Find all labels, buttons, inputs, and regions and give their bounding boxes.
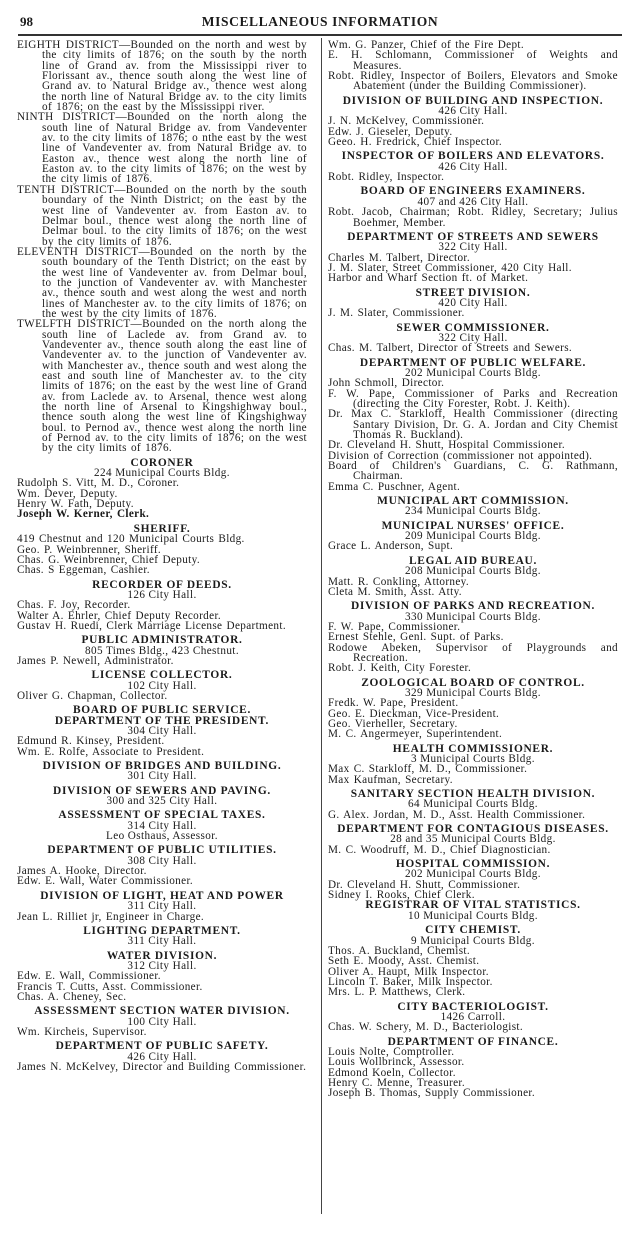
entry-text: Robt. J. Keith, City Forester. bbox=[328, 662, 472, 675]
section-heading: PUBLIC ADMINISTRATOR. bbox=[81, 634, 243, 647]
section-address: 1426 Carroll. bbox=[440, 1010, 506, 1023]
entry-text: Thos. A. Buckland, Chemist. bbox=[328, 944, 471, 957]
entry-text: Dr. Max C. Starkloff, Health Commissioner (directing Santary Division, Dr. G. A. Jordan and City Chemist Thomas R. Buckland). bbox=[328, 408, 618, 442]
section-address: 202 Municipal Courts Bldg. bbox=[405, 366, 541, 379]
entry-text: Sidney I. Rooks, Chief Clerk. bbox=[328, 889, 475, 902]
entry-text: TWELFTH DISTRICT—Bounded on the north along the south line of Laclede av. from Grand av. to Vandeventer av., thence south along the east line of Vandeventer av. to the junction of Vandeventer av. with Manchester av., thence south and west along the east and south line of Manchester av. to the city limits of 1876; on the east by the west line of Grand av. from Laclede av. to Arsenal, thence west along the north line of Arsenal to Kingshighway boul., thence south along the west line of Kingshighway boul. to Pernod av., thence west along the north line of Pernod av. to the city limits of 1876; on the west by the city limits of 1876. bbox=[17, 318, 307, 455]
section-address: 322 City Hall. bbox=[438, 331, 508, 344]
entry-text: Jean L. Rilliet jr, Engineer in Charge. bbox=[17, 910, 205, 923]
entry-text: Seth E. Moody, Asst. Chemist. bbox=[328, 955, 480, 968]
section-heading: HOSPITAL COMMISSION. bbox=[395, 858, 551, 871]
section-heading: LEGAL AID BUREAU. bbox=[408, 554, 538, 567]
entry-text: Cleta M. Smith, Asst. Atty. bbox=[328, 585, 462, 598]
entry-text: Joseph W. Kerner, Clerk. bbox=[17, 508, 150, 521]
entry-text: J. M. Slater, Commissioner. bbox=[328, 307, 465, 320]
section-heading: LIGHTING DEPARTMENT. bbox=[83, 924, 241, 937]
entry-text: EIGHTH DISTRICT—Bounded on the north and west by the city limits of 1876; on the south by the north line of Grand av. from the Mississippi river to Florissant av., thence south along the west line of Grand av. to Natural Bridge av., thence west along the north line of Natural Bridge av. to the city limits of 1876; on the east by the Mississippi river. bbox=[17, 39, 307, 114]
entry-text: Charles M. Talbert, Director. bbox=[328, 251, 471, 264]
section-address: 420 City Hall. bbox=[438, 296, 508, 309]
entry-text: Geo. P. Weinbrenner, Sheriff. bbox=[17, 543, 162, 556]
entry-text: Chas. M. Talbert, Director of Streets and Sewers. bbox=[328, 342, 573, 355]
left-column bbox=[17, 40, 307, 1072]
section-address: 426 City Hall. bbox=[127, 1050, 197, 1063]
section-address: 426 City Hall. bbox=[438, 160, 508, 173]
entry-text: Chas. F. Joy, Recorder. bbox=[17, 599, 131, 612]
entry-text: 419 Chestnut and 120 Municipal Courts Bldg. bbox=[17, 533, 245, 546]
section-address: 426 City Hall. bbox=[438, 105, 508, 118]
section-address: 3 Municipal Courts Bldg. bbox=[411, 753, 535, 765]
entry-text: TENTH DISTRICT—Bounded on the north by the south boundary of the Ninth District; on the east by the west line of Vandeventer av. from Easton av. to Delmar boul., thence west along the north line of Delmar boul. to the city limits of 1876; on the west by the city limits of 1876. bbox=[17, 183, 307, 248]
section-heading: ASSESSMENT SECTION WATER DIVISION. bbox=[34, 1005, 290, 1018]
section-heading: STREET DIVISION. bbox=[415, 286, 531, 299]
section-heading: SANITARY SECTION HEALTH DIVISION. bbox=[350, 788, 596, 801]
entry-text: Lincoln T. Baker, Milk Inspector. bbox=[328, 975, 493, 988]
entry-text: Robt. Ridley, Inspector of Boilers, Elevators and Smoke Abatement (under the Building Commissioner). bbox=[328, 70, 618, 93]
entry-text: Geeo. H. Fredrick, Chief Inspector. bbox=[328, 136, 503, 149]
entry-text: J. N. McKelvey, Commissioner. bbox=[328, 115, 485, 128]
entry-text: Robt. Ridley, Inspector. bbox=[328, 171, 445, 184]
entry-text: Edw. E. Wall, Water Commissioner. bbox=[17, 875, 194, 888]
entry-text: Henry W. Fath, Deputy. bbox=[17, 498, 134, 511]
section-address: 301 City Hall. bbox=[127, 770, 197, 783]
entry-text: Chas. G. Weinbrenner, Chief Deputy. bbox=[17, 553, 200, 566]
section-heading: REGISTRAR OF VITAL STATISTICS. bbox=[365, 899, 581, 912]
entry-text: F. W. Pape, Commissioner of Parks and Recreation (directing the City Forester, Robt. J. Keith). bbox=[328, 387, 618, 410]
entry-text: Gustav H. Ruedi, Clerk Marriage License Department. bbox=[17, 619, 286, 632]
section-address: 209 Municipal Courts Bldg. bbox=[405, 530, 541, 543]
entry-text: M. C. Woodruff, M. D., Chief Diagnostician. bbox=[328, 843, 551, 856]
entry-text: ELEVENTH DISTRICT—Bounded on the north by the south boundary of the Tenth District; on the east by the west line of Vandeventer av. from Delmar boul, to the junction of Vandeventer av. with Manchester av., thence south and west along the west and north lines of Manchester av. to the city limits of 1876; on the west by the city limits of 1876. bbox=[17, 245, 307, 320]
section-heading: CITY CHEMIST. bbox=[425, 924, 521, 937]
section-heading: DIVISION OF PARKS AND RECREATION. bbox=[350, 600, 596, 613]
section-heading: ZOOLOGICAL BOARD OF CONTROL. bbox=[361, 676, 585, 689]
entry-text: Edw. J. Gieseler, Deputy. bbox=[328, 125, 453, 138]
section-heading: DEPARTMENT OF PUBLIC WELFARE. bbox=[359, 356, 587, 369]
page-title: MISCELLANEOUS INFORMATION bbox=[201, 14, 439, 29]
section-address: 10 Municipal Courts Bldg. bbox=[408, 909, 538, 922]
entry-text: Rodowe Abeken, Supervisor of Playgrounds and Recreation. bbox=[328, 641, 618, 664]
entry-text: Louis Wollbrinck, Assessor. bbox=[328, 1056, 465, 1069]
entry-text: James A. Hooke, Director. bbox=[17, 865, 147, 878]
section-address: 208 Municipal Courts Bldg. bbox=[405, 565, 541, 578]
section-address: 224 Municipal Courts Bldg. bbox=[94, 467, 230, 480]
entry-text: Robt. Jacob, Chairman; Robt. Ridley, Secretary; Julius Boehmer, Member. bbox=[328, 206, 618, 229]
section-address: 407 and 426 City Hall. bbox=[417, 195, 529, 208]
entry-text: John Schmoll, Director. bbox=[328, 377, 445, 390]
entry-text: Chas. W. Schery, M. D., Bacteriologist. bbox=[328, 1021, 524, 1034]
right-column bbox=[328, 40, 618, 1099]
entry-text: James N. McKelvey, Director and Building Commissioner. bbox=[17, 1060, 307, 1073]
entry-text: Max Kaufman, Secretary. bbox=[328, 773, 453, 786]
entry-text: Wm. E. Rolfe, Associate to President. bbox=[17, 745, 205, 758]
entry-text: M. C. Angermeyer, Superintendent. bbox=[328, 728, 503, 741]
entry-text: Rudolph S. Vitt, M. D., Coroner. bbox=[17, 477, 180, 490]
section-heading: DIVISION OF LIGHT, HEAT AND POWER bbox=[40, 889, 284, 902]
section-address: 304 City Hall. bbox=[127, 725, 197, 737]
section-heading: SEWER COMMISSIONER. bbox=[396, 321, 550, 334]
section-heading: INSPECTOR OF BOILERS AND ELEVATORS. bbox=[341, 150, 605, 163]
entry-text: Chas. S Eggeman, Cashier. bbox=[17, 564, 150, 577]
section-heading: DEPARTMENT FOR CONTAGIOUS DISEASES. bbox=[337, 823, 609, 836]
entry-text: Edmund R. Kinsey, President. bbox=[17, 735, 165, 748]
section-address: 126 City Hall. bbox=[127, 588, 197, 601]
section-address: 322 City Hall. bbox=[438, 241, 508, 254]
entry-text: Matt. R. Conkling, Attorney. bbox=[328, 575, 470, 588]
section-address: 314 City Hall. bbox=[127, 819, 197, 832]
section-heading: WATER DIVISION. bbox=[106, 949, 218, 962]
section-heading: BOARD OF ENGINEERS EXAMINERS. bbox=[360, 185, 586, 198]
section-heading: DEPARTMENT OF PUBLIC UTILITIES. bbox=[47, 844, 277, 857]
section-address: 202 Municipal Courts Bldg. bbox=[405, 868, 541, 881]
entry-text: Dr. Cleveland H. Shutt, Commissioner. bbox=[328, 878, 521, 891]
entry-text: Oliver G. Chapman, Collector. bbox=[17, 689, 168, 702]
section-heading: DIVISION OF BUILDING AND INSPECTION. bbox=[342, 94, 604, 107]
section-address: 102 City Hall. bbox=[127, 679, 197, 692]
entry-text: Francis T. Cutts, Asst. Commissioner. bbox=[17, 980, 203, 993]
section-address: 234 Municipal Courts Bldg. bbox=[405, 505, 541, 518]
entry-text: Grace L. Anderson, Supt. bbox=[328, 540, 454, 553]
entry-text: Wm. G. Panzer, Chief of the Fire Dept. bbox=[328, 39, 525, 51]
entry-text: F. W. Pape, Commissioner. bbox=[328, 620, 461, 633]
section-heading: DEPARTMENT OF THE PRESIDENT. bbox=[54, 714, 270, 727]
entry-text: NINTH DISTRICT—Bounded on the north along the south line of Natural Bridge av. from Vandeventer av. to the city limits of 1876; o nthe east by the west line of Vandeventer av. from Natural Bridge av. to Easton av., thence west along the north line of Easton av. to the city limits of 1876; on the west by the city limis of 1876. bbox=[17, 111, 307, 186]
entry-text: Joseph B. Thomas, Supply Commissioner. bbox=[328, 1087, 535, 1100]
entry-text: Wm. Kircheis, Supervisor. bbox=[17, 1025, 147, 1038]
page-header bbox=[18, 14, 622, 36]
section-heading: HEALTH COMMISSIONER. bbox=[392, 742, 554, 755]
section-address: 329 Municipal Courts Bldg. bbox=[405, 686, 541, 699]
entry-text: Wm. Dever, Deputy. bbox=[17, 487, 118, 500]
section-address: Leo Osthaus, Assessor. bbox=[106, 830, 218, 843]
section-heading: MUNICIPAL ART COMMISSION. bbox=[377, 495, 569, 508]
section-address: 300 and 325 City Hall. bbox=[106, 795, 218, 808]
section-heading: LICENSE COLLECTOR. bbox=[91, 669, 233, 682]
section-heading: DIVISION OF BRIDGES AND BUILDING. bbox=[42, 760, 282, 773]
entry-text: Dr. Cleveland H. Shutt, Hospital Commissioner. bbox=[328, 439, 566, 452]
entry-text: Emma C. Puschner, Agent. bbox=[328, 480, 461, 493]
entry-text: Geo. E. Dieckman, Vice-President. bbox=[328, 707, 500, 720]
section-address: 311 City Hall. bbox=[127, 935, 197, 948]
entry-text: G. Alex. Jordan, M. D., Asst. Health Commissioner. bbox=[328, 808, 586, 821]
entry-text: Mrs. L. P. Matthews, Clerk. bbox=[328, 986, 466, 999]
entry-text: E. H. Schlomann, Commissioner of Weights and Measures. bbox=[328, 49, 618, 72]
section-heading: CITY BACTERIOLOGIST. bbox=[397, 1000, 549, 1013]
section-heading: RECORDER OF DEEDS. bbox=[92, 578, 232, 591]
section-heading: DIVISION OF SEWERS AND PAVING. bbox=[53, 784, 271, 797]
section-address: 28 and 35 Municipal Courts Bldg. bbox=[390, 833, 556, 846]
entry-text: Edmond Koeln, Collector. bbox=[328, 1066, 456, 1079]
entry-text: Walter A. Ehrler, Chief Deputy Recorder. bbox=[17, 609, 222, 622]
section-heading: ASSESSMENT OF SPECIAL TAXES. bbox=[58, 809, 266, 822]
entry-text: Harbor and Wharf Section ft. of Market. bbox=[328, 272, 529, 285]
entry-text: Max C. Starkloff, M. D., Commissioner. bbox=[328, 763, 528, 776]
section-address: 9 Municipal Courts Bldg. bbox=[411, 934, 535, 947]
section-heading: SHERIFF. bbox=[133, 522, 191, 535]
page-number: 98 bbox=[20, 14, 33, 29]
section-heading: CORONER bbox=[130, 456, 194, 469]
entry-text: Louis Nolte, Comptroller. bbox=[328, 1045, 455, 1058]
section-heading: BOARD OF PUBLIC SERVICE. bbox=[73, 704, 251, 717]
entry-text: Oliver A. Haupt, Milk Inspector. bbox=[328, 965, 489, 978]
entry-text: Chas. A. Cheney, Sec. bbox=[17, 990, 127, 1003]
entry-text: Board of Children's Guardians, C. G. Rathmann, Chairman. bbox=[328, 460, 618, 483]
entry-text: Fredk. W. Pape, President. bbox=[328, 697, 459, 710]
section-address: 330 Municipal Courts Bldg. bbox=[405, 610, 541, 623]
entry-text: Division of Correction (commissioner not appointed). bbox=[328, 449, 593, 462]
entry-text: James P. Newell, Administrator. bbox=[17, 654, 174, 667]
section-heading: MUNICIPAL NURSES' OFFICE. bbox=[381, 519, 565, 532]
section-address: 805 Times Bldg., 423 Chestnut. bbox=[84, 644, 240, 657]
entry-text: Ernest Stehle, Genl. Supt. of Parks. bbox=[328, 631, 504, 644]
section-address: 100 City Hall. bbox=[127, 1015, 197, 1028]
section-heading: DEPARTMENT OF STREETS AND SEWERS bbox=[347, 230, 599, 243]
entry-text: Edw. E. Wall, Commissioner. bbox=[17, 970, 161, 983]
entry-text: Geo. Vierheller, Secretary. bbox=[328, 717, 458, 730]
section-address: 312 City Hall. bbox=[127, 959, 197, 972]
entry-text: Henry C. Menne, Treasurer. bbox=[328, 1076, 466, 1089]
section-address: 308 City Hall. bbox=[127, 854, 197, 867]
section-address: 311 City Hall. bbox=[127, 900, 197, 913]
section-heading: DEPARTMENT OF PUBLIC SAFETY. bbox=[55, 1040, 269, 1053]
entry-text: J. M. Slater, Street Commissioner, 420 City Hall. bbox=[328, 261, 572, 274]
section-address: 64 Municipal Courts Bldg. bbox=[408, 798, 538, 811]
column-divider bbox=[321, 38, 322, 1214]
section-heading: DEPARTMENT OF FINANCE. bbox=[387, 1035, 559, 1048]
